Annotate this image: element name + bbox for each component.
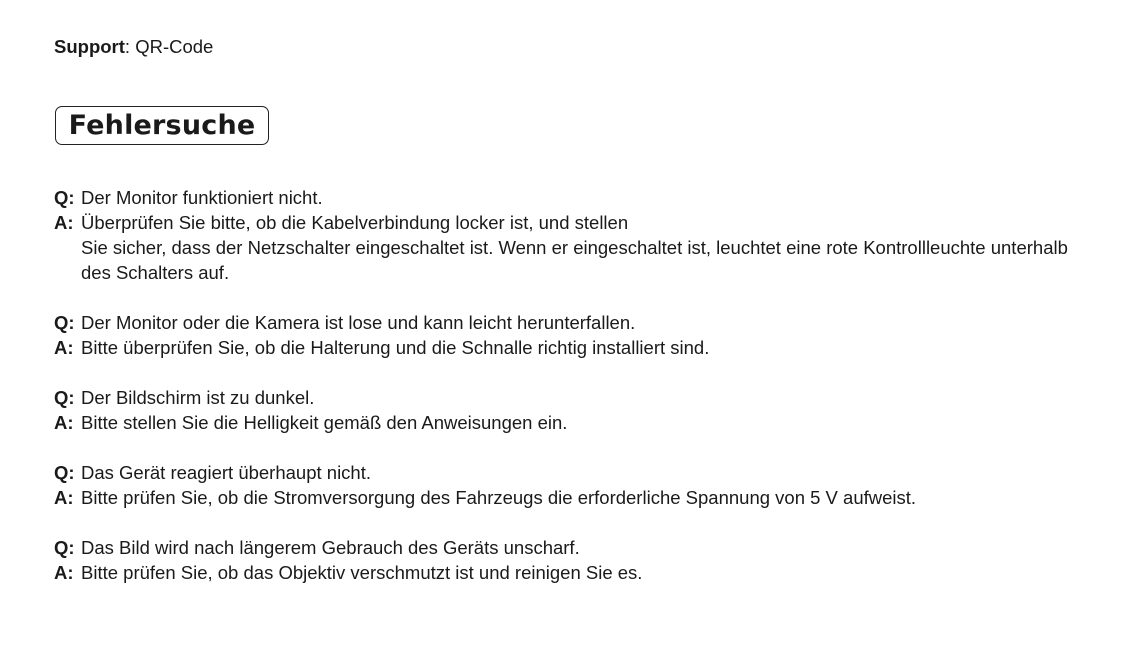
question-prefix: Q: — [54, 187, 75, 208]
faq-question-row — [54, 460, 1114, 485]
question-text: Das Bild wird nach längerem Gebrauch des Geräts unscharf. — [81, 537, 580, 558]
question-prefix: Q: — [54, 537, 75, 558]
answer-prefix: A: — [54, 212, 74, 233]
answer-prefix: A: — [54, 337, 74, 358]
faq-answer-row — [54, 335, 1114, 360]
answer-prefix: A: — [54, 487, 74, 508]
faq-item — [54, 185, 1114, 285]
question-prefix: Q: — [54, 312, 75, 333]
support-label: Support — [54, 36, 125, 57]
answer-text: Bitte überprüfen Sie, ob die Halterung und die Schnalle richtig installiert sind. — [81, 337, 710, 358]
section-title-box — [55, 106, 269, 145]
faq-question-row — [54, 185, 1114, 210]
answer-line: Überprüfen Sie bitte, ob die Kabelverbindung locker ist, und stellen — [81, 212, 629, 233]
answer-prefix: A: — [54, 412, 74, 433]
faq-item — [54, 535, 1114, 585]
answer-text: Bitte prüfen Sie, ob die Stromversorgung des Fahrzeugs die erforderliche Spannung von 5 V aufweist. — [81, 487, 917, 508]
faq-item — [54, 460, 1114, 510]
faq-item — [54, 310, 1114, 360]
support-value: QR-Code — [135, 36, 214, 57]
support-separator: : — [124, 36, 136, 57]
faq-question-row — [54, 310, 1114, 335]
question-text: Der Monitor funktioniert nicht. — [81, 187, 323, 208]
answer-line: des Schalters auf. — [81, 262, 230, 283]
answer-text: Bitte prüfen Sie, ob das Objektiv verschmutzt ist und reinigen Sie es. — [81, 562, 643, 583]
faq-item — [54, 385, 1114, 435]
question-text: Der Monitor oder die Kamera ist lose und kann leicht herunterfallen. — [81, 312, 636, 333]
question-prefix: Q: — [54, 387, 75, 408]
faq-question-row — [54, 385, 1114, 410]
faq-list — [54, 185, 1114, 610]
answer-prefix: A: — [54, 562, 74, 583]
faq-answer-row — [54, 485, 1114, 510]
answer-line: Sie sicher, dass der Netzschalter eingeschaltet ist. Wenn er eingeschaltet ist, leuchtet eine rote Kontrollleuchte unterhalb — [81, 237, 1068, 258]
faq-question-row — [54, 535, 1114, 560]
faq-answer-row — [54, 560, 1114, 585]
section-title: Fehlersuche — [68, 110, 256, 141]
answer-text: Bitte stellen Sie die Helligkeit gemäß den Anweisungen ein. — [81, 412, 568, 433]
answer-text — [81, 210, 1114, 285]
question-prefix: Q: — [54, 462, 75, 483]
support-line — [54, 36, 213, 58]
question-text: Das Gerät reagiert überhaupt nicht. — [81, 462, 371, 483]
faq-answer-row — [54, 410, 1114, 435]
faq-answer-row — [54, 210, 1114, 285]
question-text: Der Bildschirm ist zu dunkel. — [81, 387, 315, 408]
